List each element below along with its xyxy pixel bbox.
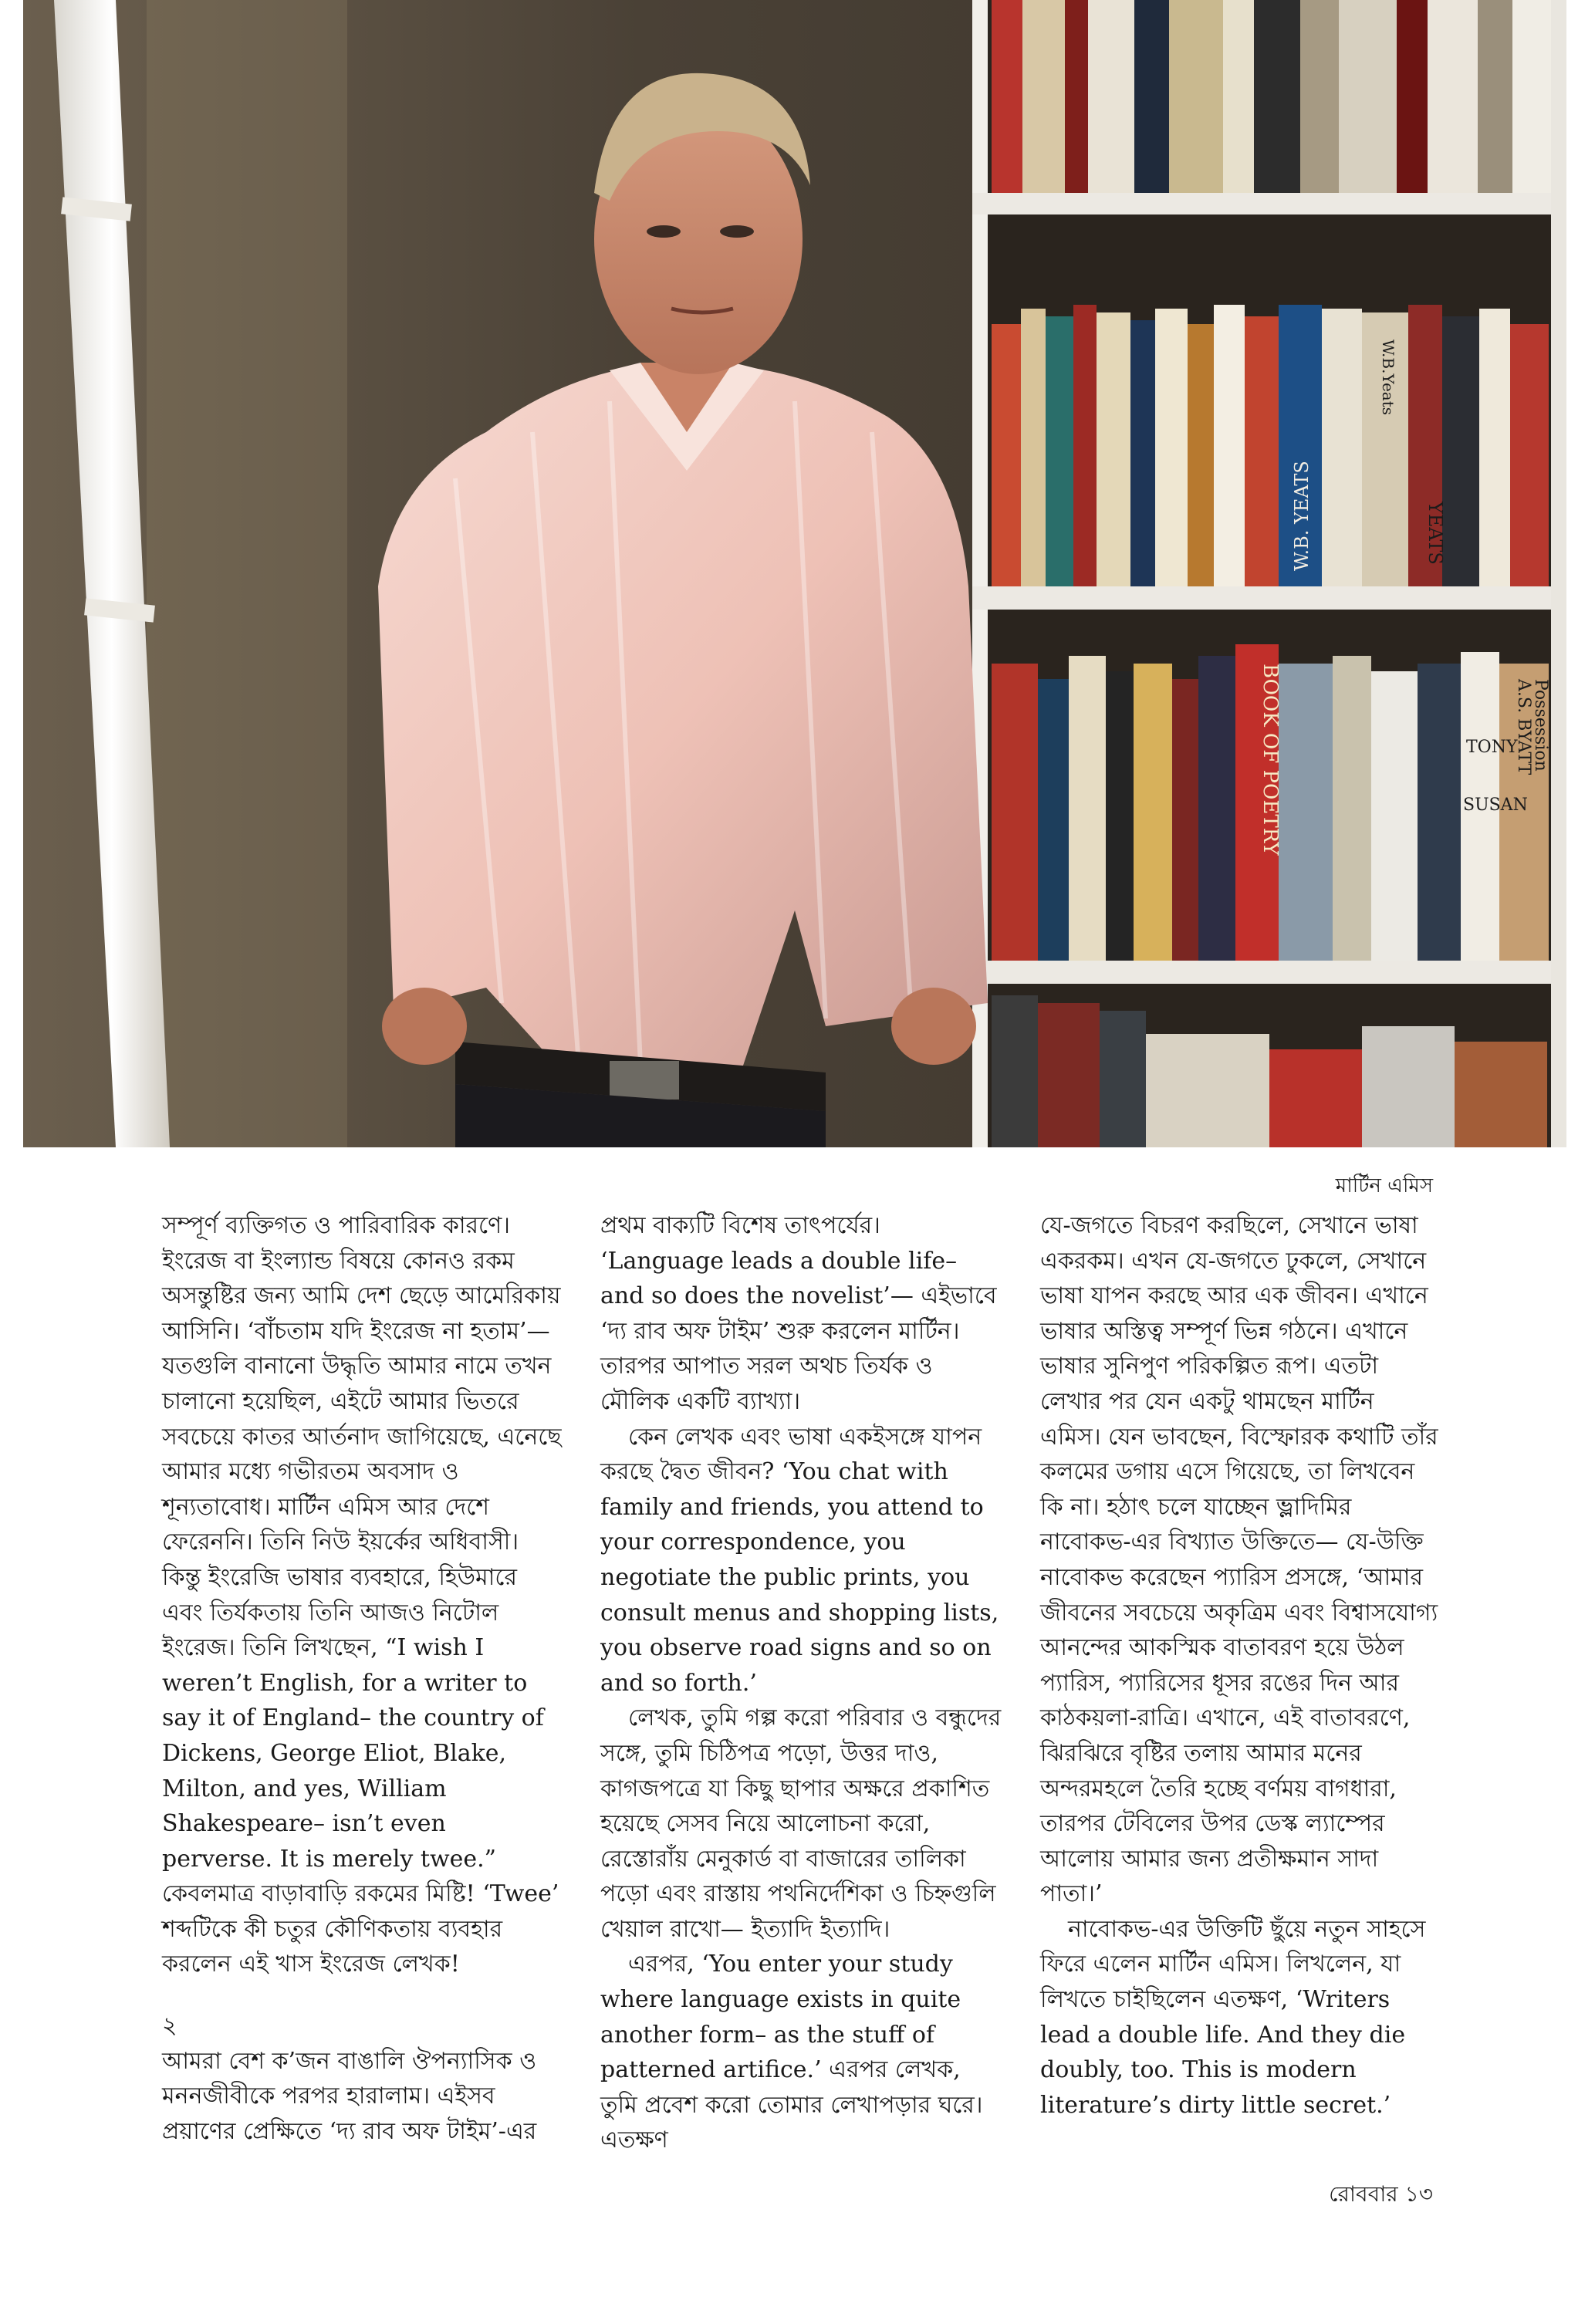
paragraph: লেখক, তুমি গল্প করো পরিবার ও বন্ধুদের সঙ্গে, তুমি চিঠিপত্র পড়ো, উত্তর দাও, কাগজপত্রে যা কিছু ছাপার অক্ষরে প্রকাশিত হয়েছে সেসব নিয়ে আলোচনা করো, রেস্তোরাঁয় মেনুকার্ড বা বাজারের তালিকা পড়ো এবং রাস্তায় পথনির্দেশিকা ও চিহ্নগুলি খেয়াল রাখো— ইত্যাদি ইত্যাদি। [600,1704,1002,1943]
paragraph: এরপর, ‘You enter your study where language exists in quite another form– as the stuff of patterned artifice.’ এরপর লেখক, তুমি প্রবেশ করো তোমার লেখাপড়ার ঘরে। এতক্ষণ [600,1951,983,2154]
paragraph: সম্পূর্ণ ব্যক্তিগত ও পারিবারিক কারণে। ইংরেজ বা ইংল্যান্ড বিষয়ে কোনও রকম অসন্তুষ্টির জন্য আমি দেশ ছেড়ে আমেরিকায় আসিনি। ‘বাঁচতাম যদি ইংরেজ না হতাম’— যতগুলি বানানো উদ্ধৃতি আমার নামে তখন চালানো হয়েছিল, এইটে আমার ভিতরে সবচেয়ে কাতর আর্তনাদ জাগিয়েছে, এনেছে আমার মধ্যে গভীরতম অবসাদ ও শূন্যতাবোধ। মার্টিন এমিস আর দেশে ফেরেননি। তিনি নিউ ইয়র্কের অধিবাসী। কিন্তু ইংরেজি ভাষার ব্যবহারে, হিউমারে এবং তির্যকতায় তিনি আজও নিটোল ইংরেজ। তিনি লিখছেন, “I wish I weren’t English, for a writer to say it of England– the country of Dickens, George Eliot, Blake, Milton, and yes, William Shakespeare– isn’t even perverse. It is merely twee.” কেবলমাত্র বাড়াবাড়ি রকমের মিষ্টি! ‘Twee’ শব্দটিকে কী চতুর কৌণিকতায় ব্যবহার করলেন এই খাস ইংরেজ লেখক! [162,1212,562,1978]
paragraph: প্রথম বাক্যটি বিশেষ তাৎপর্যের। ‘Language leads a double life– and so does the novelist’— এইভাবে ‘দ্য রাব অফ টাইম’ শুরু করলেন মার্টিন। তারপর আপাত সরল অথচ তির্যক ও মৌলিক একটি ব্যাখ্যা। [600,1212,997,1415]
text-column-1 [162,1208,563,2149]
section-number: ২ [162,2012,177,2040]
spine-text: W.B. YEATS [1291,461,1313,571]
spine-text: YEATS [1424,502,1446,565]
paragraph: কেন লেখক এবং ভাষা একইসঙ্গে যাপন করছে দ্বৈত জীবন? ‘You chat with family and friends, you attend to your correspondence, you negotiate the public prints, you consult menus and shopping lists, you observe road signs and so on and so forth.’ [600,1423,999,1697]
spine-text: SUSAN [1463,795,1528,815]
spine-text: Possession [1531,679,1550,772]
photo-caption: মার্টিন এমিস [1335,1174,1433,1197]
paragraph: নাবোকভ-এর উক্তিটি ছুঁয়ে নতুন সাহসে ফিরে এলেন মার্টিন এমিস। লিখলেন, যা লিখতে চাইছিলেন এতক্ষণ, ‘Writers lead a double life. And they die doubly, too. This is modern literature’s dirty little secret.’ [1040,1915,1426,2119]
text-column-2 [600,1208,1002,2158]
paragraph: যে-জগতে বিচরণ করছিলে, সেখানে ভাষা একরকম। এখন যে-জগতে ঢুকলে, সেখানে ভাষা যাপন করছে আর এক জীবন। এখানে ভাষার অস্তিত্ব সম্পূর্ণ ভিন্ন গঠনে। এখানে ভাষার সুনিপুণ পরিকল্পিত রূপ। এতটা লেখার পর যেন একটু থামছেন মার্টিন এমিস। যেন ভাবছেন, বিস্ফোরক কথাটি তাঁর কলমের ডগায় এসে গিয়েছে, তা লিখবেন কি না। হঠাৎ চলে যাচ্ছেন ভ্লাদিমির নাবোকভ-এর বিখ্যাত উক্তিতে— যে-উক্তি নাবোকভ করেছেন প্যারিস প্রসঙ্গে, ‘আমার জীবনের সবচেয়ে অকৃত্রিম এবং বিশ্বাসযোগ্য আনন্দের আকস্মিক বাতাবরণ হয়ে উঠল প্যারিস, প্যারিসের ধূসর রঙের দিন আর কাঠকয়লা-রাত্রি। এখানে, এই বাতাবরণে, ঝিরঝিরে বৃষ্টির তলায় আমার মনের অন্দরমহলে তৈরি হচ্ছে বর্ণময় বাগধারা, তারপর টেবিলের উপর ডেস্ক ল্যাম্পের আলোয় আমার জন্য প্রতীক্ষমান সাদা পাতা।’ [1040,1212,1438,1908]
spine-text: A.S. BYATT [1514,679,1533,775]
paragraph: আমরা বেশ ক’জন বাঙালি ঔপন্যাসিক ও মননজীবীকে পরপর হারালাম। এইসব প্রয়াণের প্রেক্ষিতে ‘দ্য রাব অফ টাইম’-এর [162,2047,537,2145]
portrait-photo-icon [23,0,1566,1147]
page-folio: রোববার ১৩ [1329,2181,1433,2207]
spine-text: W.B.Yeats [1379,339,1397,415]
spine-text: BOOK OF POETRY [1259,664,1282,856]
spine-text: TONY [1466,738,1518,757]
text-column-3 [1040,1208,1441,2123]
portrait-photo [23,0,1566,1147]
